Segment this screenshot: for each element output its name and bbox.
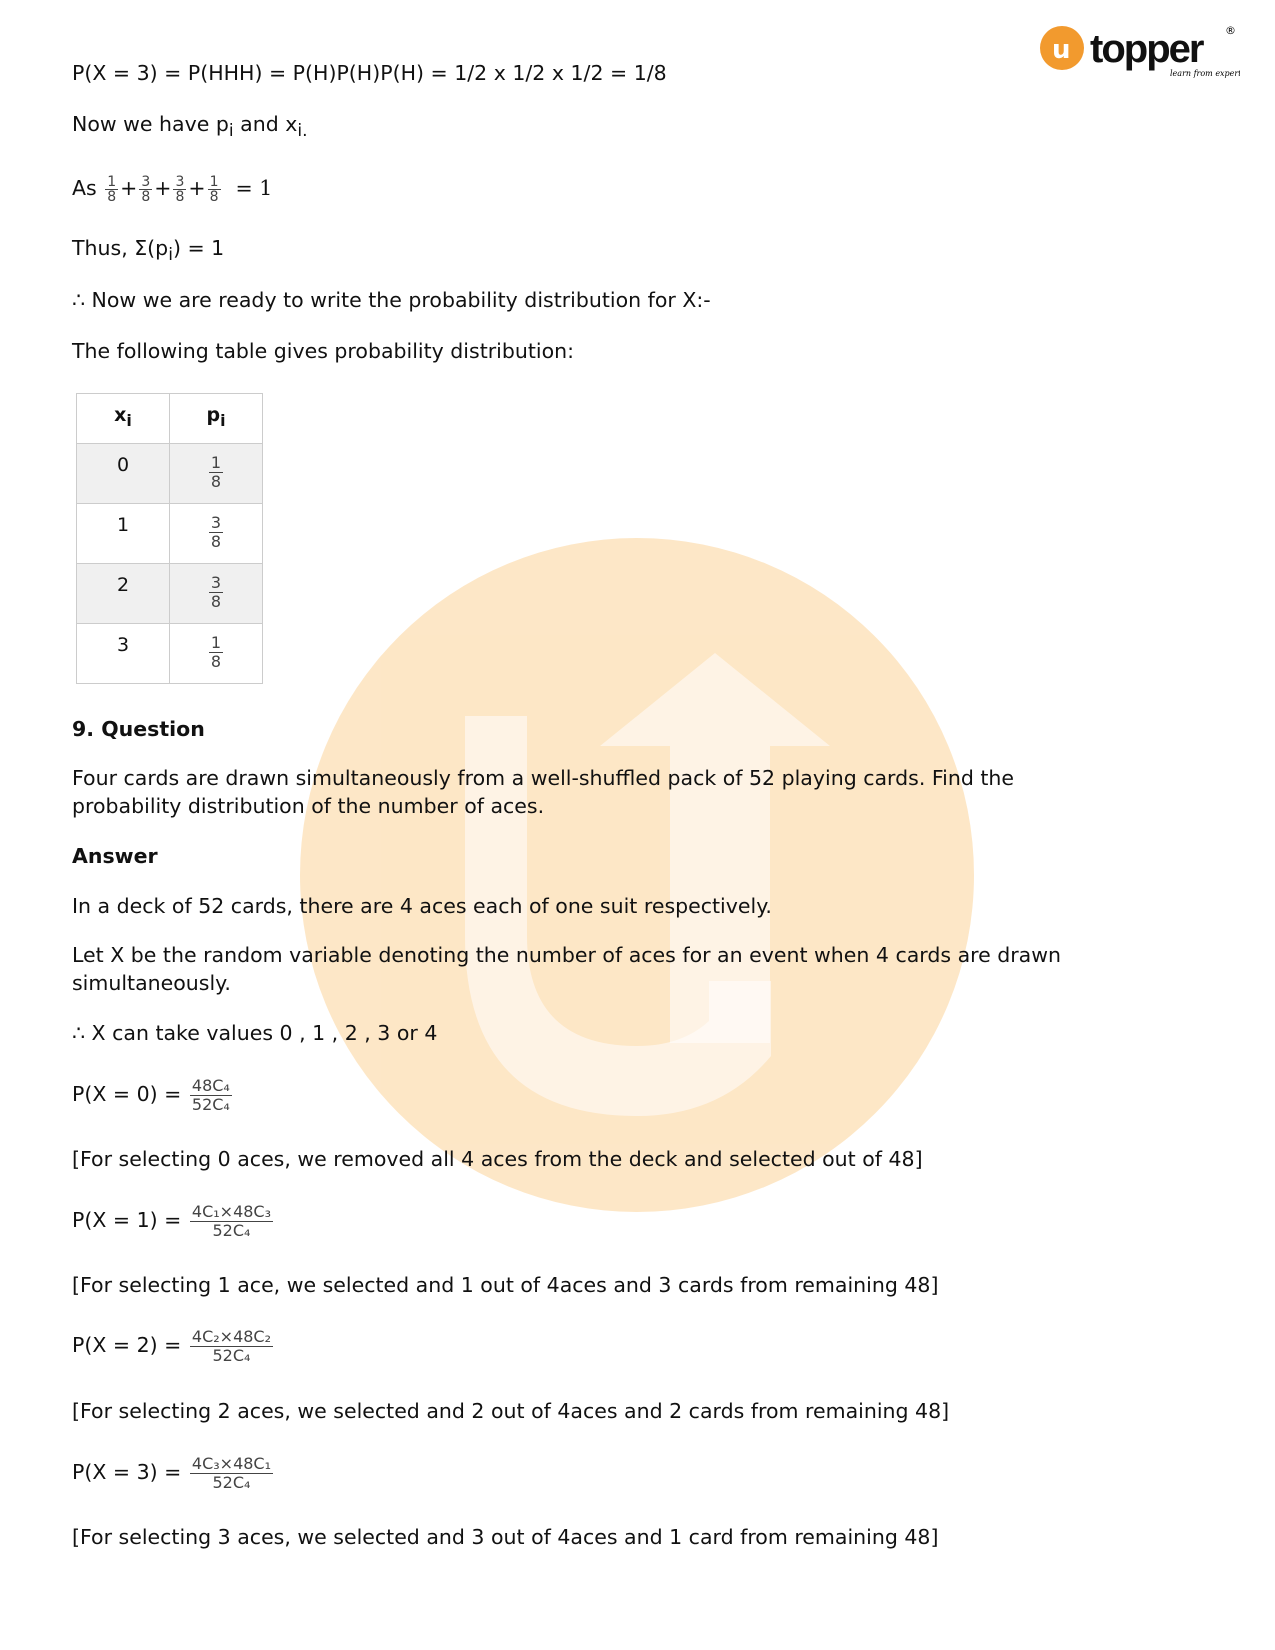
table-row <box>77 444 263 504</box>
subscript: i <box>168 245 173 266</box>
table-row <box>77 504 263 564</box>
subscript: i. <box>297 121 308 142</box>
text: ) = 1 <box>172 236 225 260</box>
text: and x <box>233 112 298 136</box>
fraction <box>173 175 186 204</box>
den: 52C₄ <box>212 1472 251 1492</box>
fraction <box>105 175 118 204</box>
cell <box>170 444 263 504</box>
num: 3 <box>141 173 151 190</box>
text-line: In a deck of 52 cards, there are 4 aces each of one suit respectively. <box>72 894 772 918</box>
fraction <box>139 175 152 204</box>
question-title: 9. Question <box>72 717 205 741</box>
text: As <box>72 176 97 200</box>
table-row <box>77 564 263 624</box>
den: 8 <box>107 188 117 205</box>
fraction <box>209 574 223 611</box>
den: 8 <box>210 592 222 611</box>
fraction <box>208 175 221 204</box>
den: 8 <box>141 188 151 205</box>
fraction <box>190 1077 232 1114</box>
question-text: Four cards are drawn simultaneously from a well-shuffled pack of 52 playing cards. Find the <box>72 766 1015 790</box>
note: [For selecting 0 aces, we removed all 4 aces from the deck and selected out of 48] <box>72 1147 923 1171</box>
den: 8 <box>210 472 222 491</box>
den: 8 <box>210 652 222 671</box>
text-line: ∴ X can take values 0 , 1 , 2 , 3 or 4 <box>72 1021 438 1045</box>
den: 8 <box>175 188 185 205</box>
equation-p1 <box>72 1200 275 1240</box>
num: 1 <box>107 173 117 190</box>
topper-logo <box>1040 22 1240 82</box>
den: 52C₄ <box>212 1345 251 1365</box>
num: 3 <box>210 513 222 532</box>
lhs: P(X = 3) = <box>72 1460 182 1484</box>
cell: 2 <box>77 564 170 624</box>
fraction <box>209 514 223 551</box>
cell: 3 <box>77 624 170 684</box>
sum-equation: As $\frac{1}{8}$ + $\frac{3}{8}$ + $\frac{3}{8}$ + $\frac{1}{8}$ = 1 <box>72 173 273 205</box>
fraction <box>209 634 223 671</box>
fraction <box>190 1203 273 1240</box>
subscript: i <box>228 121 234 142</box>
note: [For selecting 1 ace, we selected and 1 out of 4aces and 3 cards from remaining 48] <box>72 1273 939 1297</box>
svg-text:learn from experts: learn from experts <box>1170 69 1240 78</box>
question-text: probability distribution of the number of aces. <box>72 794 545 818</box>
header-xi: $x_i$ <box>77 394 170 444</box>
text-line: simultaneously. <box>72 971 231 995</box>
svg-text:u: u <box>1052 35 1071 65</box>
equation-p0 <box>72 1074 234 1114</box>
probability-table <box>76 393 263 684</box>
num: 1 <box>210 633 222 652</box>
cell <box>170 504 263 564</box>
num: 1 <box>209 173 219 190</box>
svg-text:topper: topper <box>1090 27 1203 71</box>
lhs: P(X = 0) = <box>72 1082 182 1106</box>
equation-p3 <box>72 1452 275 1492</box>
text-line <box>72 110 308 145</box>
text-line: Let X be the random variable denoting the number of aces for an event when 4 cards are drawn <box>72 943 1062 967</box>
num: 1 <box>210 453 222 472</box>
lhs: P(X = 1) = <box>72 1208 182 1232</box>
fraction <box>190 1328 273 1365</box>
text-line: The following table gives probability distribution: <box>72 339 575 363</box>
num: 48C₄ <box>191 1075 230 1095</box>
text-line: ∴ Now we are ready to write the probability distribution for X:- <box>72 288 711 312</box>
note: [For selecting 3 aces, we selected and 3 out of 4aces and 1 card from remaining 48] <box>72 1525 939 1549</box>
note: [For selecting 2 aces, we selected and 2 out of 4aces and 2 cards from remaining 48] <box>72 1399 950 1423</box>
num: 4C₃×48C₁ <box>191 1453 272 1473</box>
text: = 1 <box>235 176 273 200</box>
den: 52C₄ <box>212 1220 251 1240</box>
fraction <box>209 454 223 491</box>
equation-p2 <box>72 1325 275 1365</box>
text-line <box>72 234 224 269</box>
svg-text:®: ® <box>1225 24 1236 37</box>
lhs: P(X = 2) = <box>72 1333 182 1357</box>
cell: 1 <box>77 504 170 564</box>
text: Now we have p <box>72 112 229 136</box>
cell <box>170 564 263 624</box>
text-line: P(X = 3) = P(HHH) = P(H)P(H)P(H) = 1/2 x 1/2 x 1/2 = 1/8 <box>72 61 667 85</box>
text: Thus, Σ(p <box>72 236 169 260</box>
watermark-logo <box>300 538 974 1212</box>
header-pi: $p_i$ <box>170 394 263 444</box>
num: 4C₂×48C₂ <box>191 1326 272 1346</box>
num: 3 <box>210 573 222 592</box>
num: 3 <box>175 173 185 190</box>
cell: 0 <box>77 444 170 504</box>
fraction <box>190 1455 273 1492</box>
table-row <box>77 624 263 684</box>
answer-title: Answer <box>72 844 158 868</box>
cell <box>170 624 263 684</box>
den: 8 <box>210 532 222 551</box>
num: 4C₁×48C₃ <box>191 1201 272 1221</box>
den: 8 <box>209 188 219 205</box>
den: 52C₄ <box>191 1094 230 1114</box>
